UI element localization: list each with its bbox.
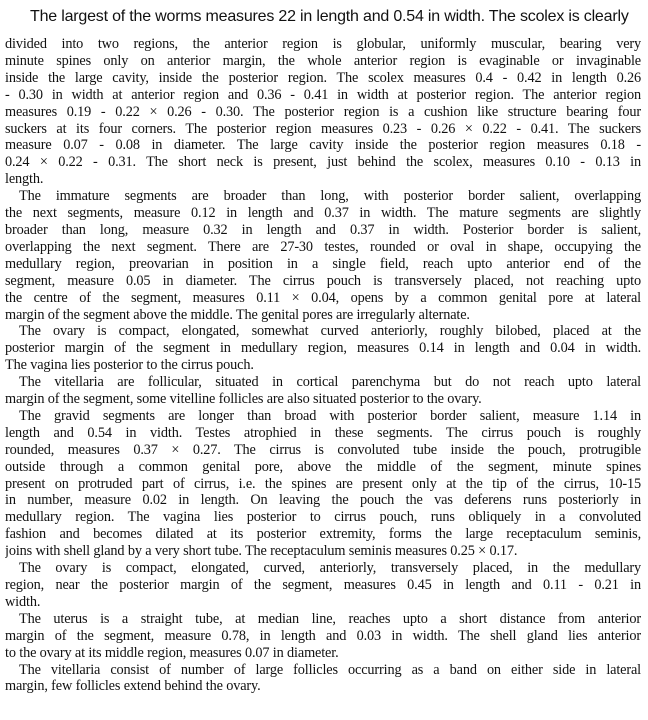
text-line: measures 0.19 - 0.22 × 0.26 - 0.30. The posterior region is a cushion like structure bearing four (5, 103, 641, 120)
text-line: The ovary is compact, elongated, somewhat curved anteriorly, roughly bilobed, placed at the (19, 323, 641, 340)
text-line: present on protruded part of cirrus, i.e. the spines are present only at the tip of the cirrus, 10-15 (5, 475, 641, 492)
text-line: margin of the segment, some vitelline follicles are also situated posterior to the ovary. (5, 391, 482, 408)
text-line: The ovary is compact, elongated, curved, anteriorly, transversely placed, in the medullary (19, 560, 641, 577)
text-line: width. (5, 593, 41, 610)
text-line: segment, measure 0.05 in diameter. The cirrus pouch is transversely placed, not reaching upto (5, 272, 641, 289)
text-line: margin, few follicles extend behind the ovary. (5, 678, 261, 695)
text-line: inside the large cavity, inside the posterior region. The scolex measures 0.4 - 0.42 in length 0.26 (5, 69, 641, 86)
text-line: in number, measure 0.02 in length. On leaving the pouch the vas deferens runs posteriorly in (5, 492, 641, 509)
text-line: overlapping the next segment. There are 27-30 testes, rounded or oval in shape, occupying the (5, 238, 641, 255)
first-line: The largest of the worms measures 22 in length and 0.54 in width. The scolex is clearly (30, 8, 629, 25)
text-line: length. (5, 171, 44, 188)
text-line: The uterus is a straight tube, at median line, reaches upto a short distance from anterior (19, 610, 641, 627)
text-line: - 0.30 in width at anterior region and 0.36 - 0.41 in width at posterior region. The anterior region (5, 86, 641, 103)
text-line: broader than long, measure 0.32 in length and 0.37 in width. Posterior border is salient, (5, 221, 641, 238)
text-line: The vitellaria consist of number of large follicles occurring as a band on either side in lateral (19, 661, 641, 678)
text-line: The vitellaria are follicular, situated in cortical parenchyma but do not reach upto lateral (19, 374, 641, 391)
text-line: outside through a common genital pore, above the middle of the segment, minute spines (5, 458, 641, 475)
text-line: measure 0.07 - 0.08 in diameter. The large cavity inside the posterior region measures 0.18 - (5, 137, 641, 154)
text-line: suckers at its four corners. The posterior region measures 0.23 - 0.26 × 0.22 - 0.41. The suckers (5, 120, 641, 137)
text-line: The vagina lies posterior to the cirrus pouch. (5, 357, 254, 374)
text-line: 0.24 × 0.22 - 0.31. The short neck is present, just behind the scolex, measures 0.10 - 0.13 in (5, 154, 641, 171)
body-text (5, 36, 641, 695)
text-line: the next segments, measure 0.12 in length and 0.37 in width. The mature segments are slightly (5, 205, 641, 222)
text-line: to the ovary at its middle region, measures 0.07 in diameter. (5, 644, 339, 661)
text-line: the centre of the segment, measures 0.11 × 0.04, opens by a common genital pore at lateral (5, 289, 641, 306)
text-line: length and 0.54 in vidth. Testes atrophied in these segments. The cirrus pouch is roughly (5, 424, 641, 441)
text-line: margin of the segment above the middle. The genital pores are irregularly alternate. (5, 306, 470, 323)
text-line: divided into two regions, the anterior region is globular, uniformly muscular, bearing very (5, 36, 641, 52)
text-line: medullary region. The vagina lies posterior to cirrus pouch, runs obliquely in a convoluted (5, 509, 641, 526)
text-line: The immature segments are broader than long, with posterior border salient, overlapping (19, 188, 641, 205)
text-line: posterior margin of the segment in medullary region, measures 0.14 in length and 0.04 in width. (5, 340, 641, 357)
text-line: fashion and becomes dilated at its posterior extremity, forms the large receptaculum seminis, (5, 526, 641, 543)
text-line: margin of the segment, measure 0.78, in length and 0.03 in width. The shell gland lies anterior (5, 627, 641, 644)
text-line: minute spines only on anterior margin, the whole anterior region is evaginable or invaginable (5, 52, 641, 69)
text-line: region, near the posterior margin of the segment, measures 0.45 in length and 0.11 - 0.21 in (5, 577, 641, 593)
text-line: medullary region, preovarian in position in a single field, reach upto anterior end of the (5, 255, 641, 272)
text-line: rounded, measures 0.37 × 0.27. The cirrus is convoluted tube inside the pouch, protrugible (5, 441, 641, 458)
text-line: The gravid segments are longer than broad with posterior border salient, measure 1.14 in (19, 407, 641, 424)
text-line: joins with shell gland by a very short tube. The receptaculum seminis measures 0.25 × 0.17. (5, 543, 518, 560)
